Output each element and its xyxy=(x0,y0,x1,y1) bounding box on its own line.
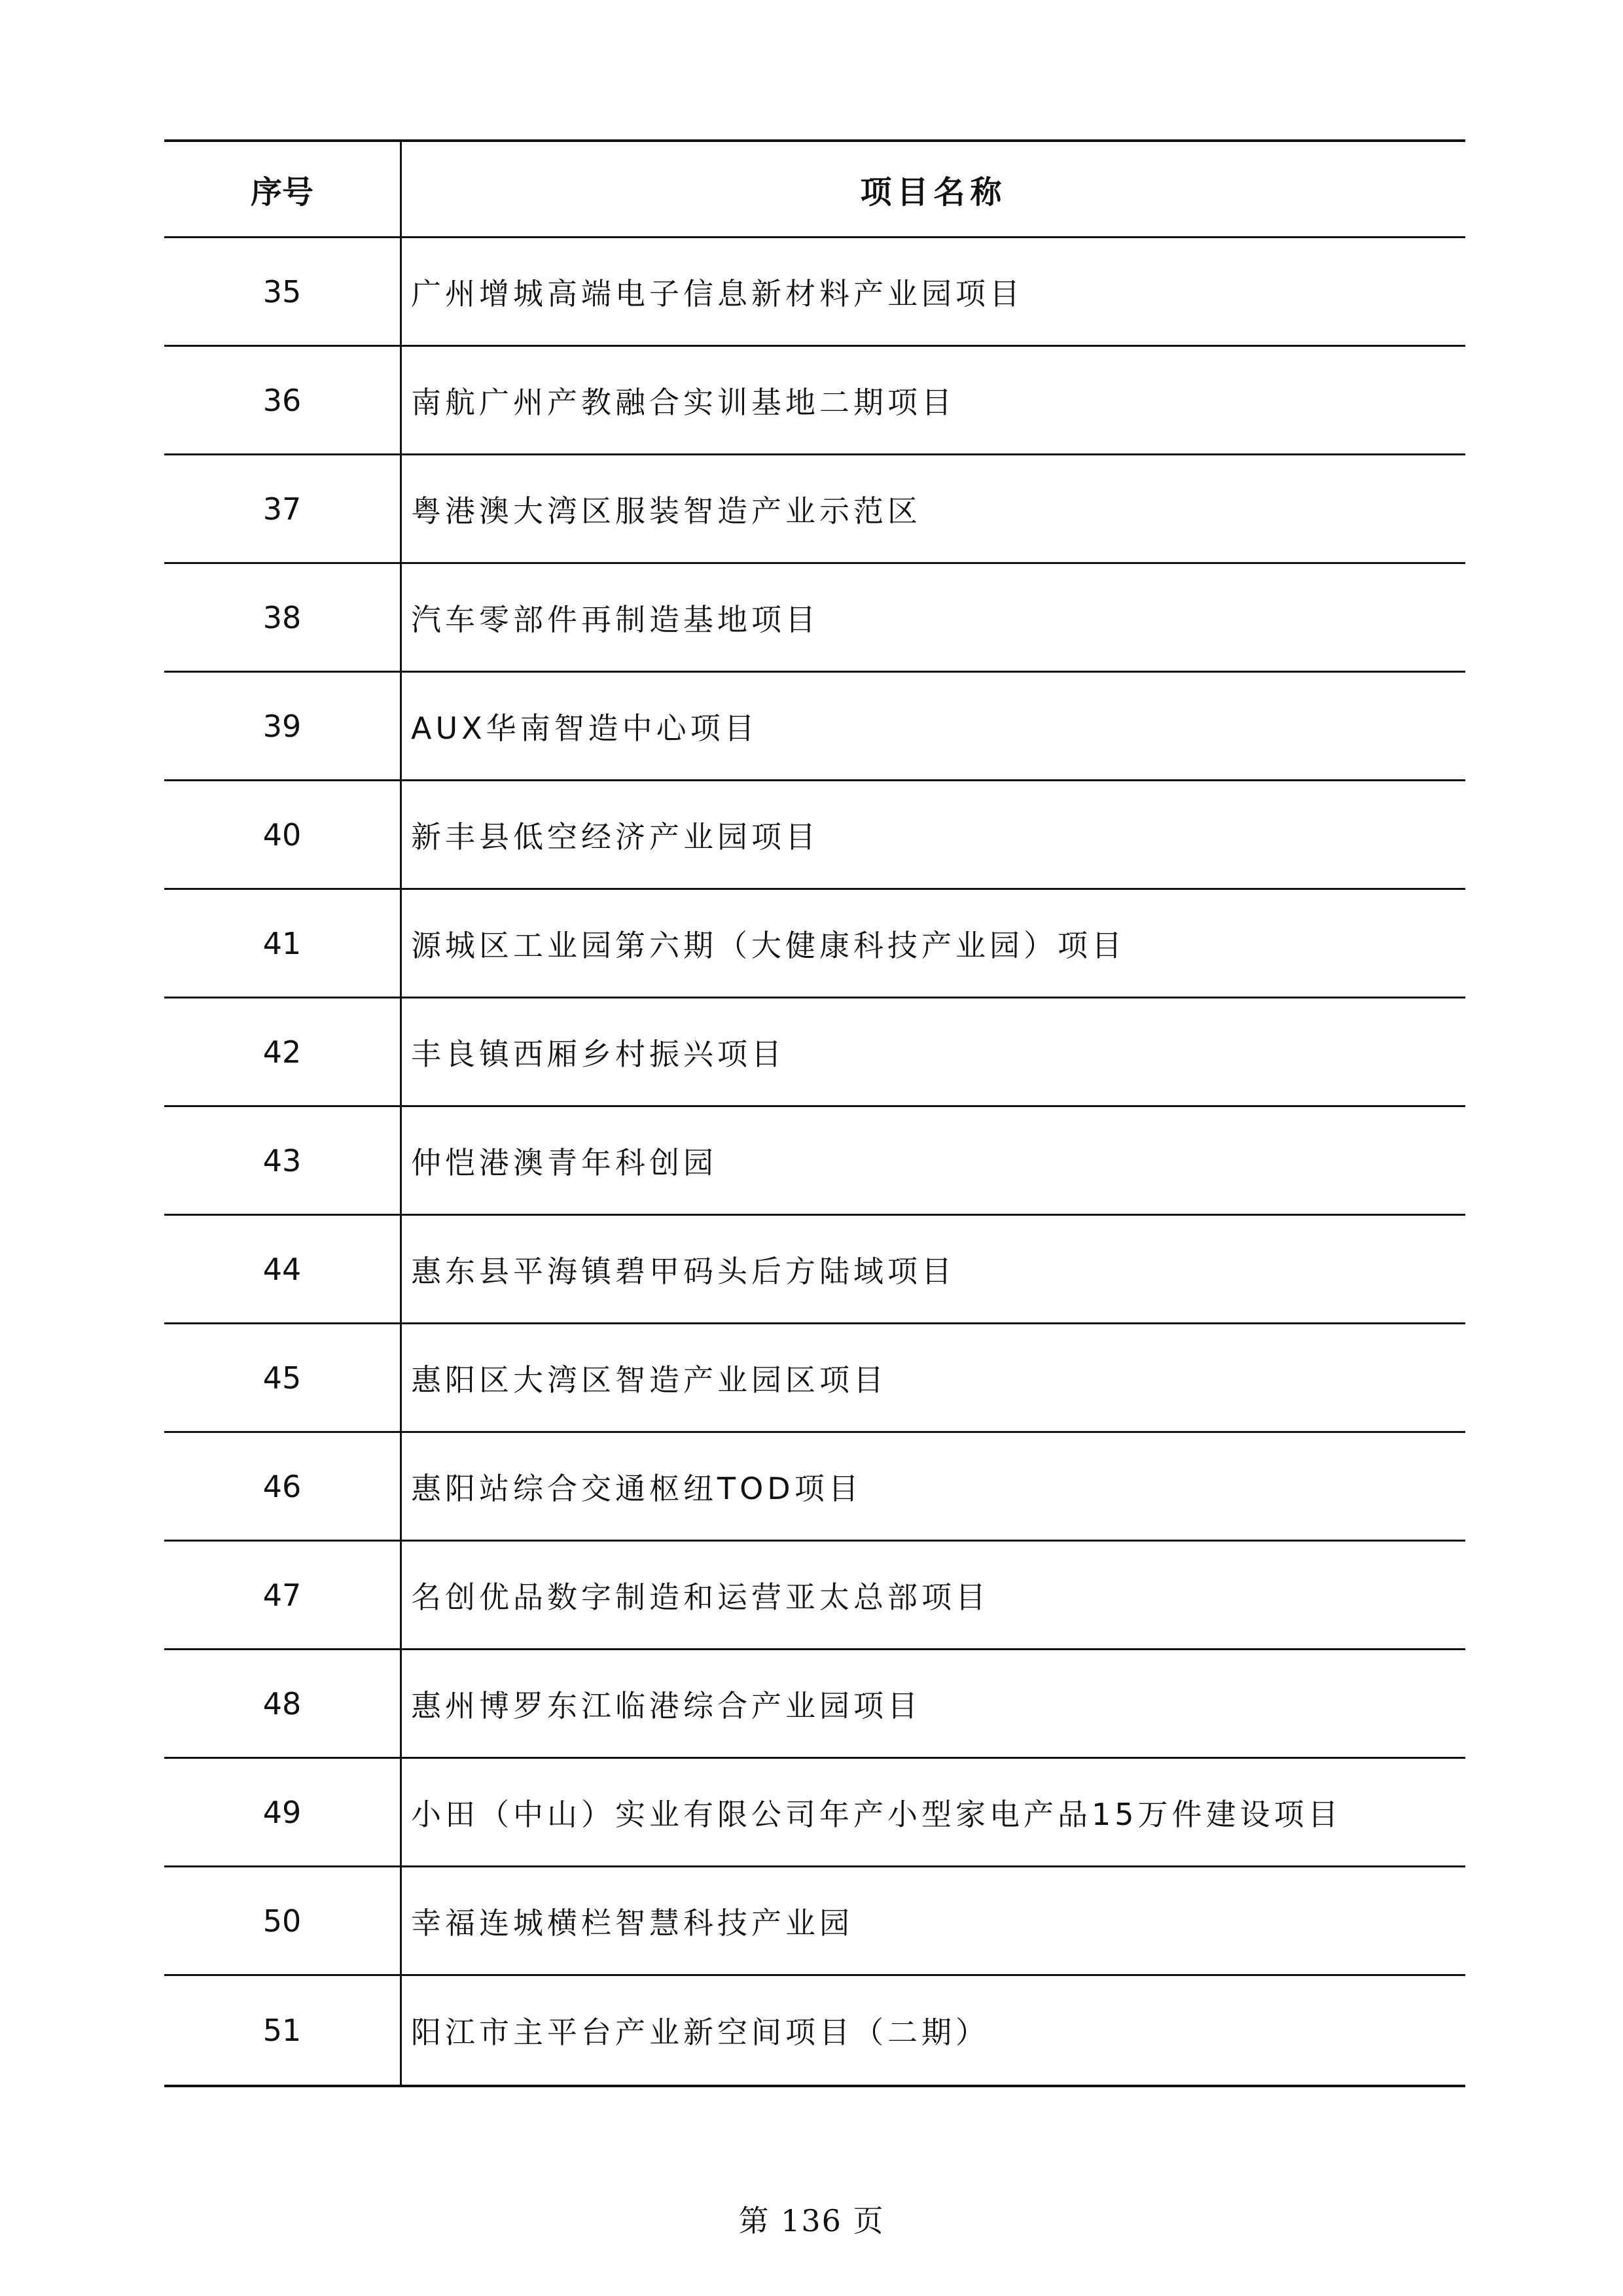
row-project-name: 惠州博罗东江临港综合产业园项目 xyxy=(411,1687,921,1723)
table-row xyxy=(164,1867,1465,1976)
row-project-name: 丰良镇西厢乡村振兴项目 xyxy=(411,1036,785,1072)
table-row xyxy=(164,1759,1465,1867)
header-project-name: 项目名称 xyxy=(860,173,1007,211)
table-row xyxy=(164,890,1465,998)
row-serial-number: 40 xyxy=(164,781,402,888)
row-serial-number: 37 xyxy=(164,455,402,562)
table-row xyxy=(164,238,1465,347)
table-row xyxy=(164,1107,1465,1216)
table-row xyxy=(164,998,1465,1107)
table-row xyxy=(164,1433,1465,1542)
table-row xyxy=(164,1542,1465,1650)
row-serial-number: 49 xyxy=(164,1759,402,1865)
row-serial-number: 45 xyxy=(164,1324,402,1431)
row-project-name: 广州增城高端电子信息新材料产业园项目 xyxy=(411,275,1024,311)
table-row xyxy=(164,455,1465,564)
table-row xyxy=(164,1216,1465,1324)
table-row xyxy=(164,673,1465,781)
row-serial-number: 46 xyxy=(164,1433,402,1540)
row-serial-number: 35 xyxy=(164,238,402,345)
row-project-name: 阳江市主平台产业新空间项目（二期） xyxy=(411,2015,990,2050)
row-project-name: 源城区工业园第六期（大健康科技产业园）项目 xyxy=(411,927,1126,963)
row-serial-number: 51 xyxy=(164,1976,402,2085)
row-project-name: 汽车零部件再制造基地项目 xyxy=(411,601,819,637)
row-project-name: 幸福连城横栏智慧科技产业园 xyxy=(411,1905,853,1941)
row-serial-number: 36 xyxy=(164,347,402,453)
table-header-row xyxy=(164,142,1465,238)
row-project-name: 仲恺港澳青年科创园 xyxy=(411,1144,717,1180)
row-serial-number: 50 xyxy=(164,1867,402,1974)
table-row xyxy=(164,347,1465,455)
table-row xyxy=(164,564,1465,673)
row-project-name: 惠东县平海镇碧甲码头后方陆域项目 xyxy=(411,1253,955,1289)
row-project-name: 新丰县低空经济产业园项目 xyxy=(411,819,819,855)
row-serial-number: 39 xyxy=(164,673,402,779)
row-project-name: 粤港澳大湾区服装智造产业示范区 xyxy=(411,493,921,529)
table-row xyxy=(164,1650,1465,1759)
row-project-name: 惠阳站综合交通枢纽TOD项目 xyxy=(411,1470,863,1506)
row-project-name: 小田（中山）实业有限公司年产小型家电产品15万件建设项目 xyxy=(411,1796,1342,1832)
header-serial-number: 序号 xyxy=(164,142,402,236)
row-serial-number: 47 xyxy=(164,1542,402,1648)
row-project-name: 南航广州产教融合实训基地二期项目 xyxy=(411,384,955,420)
row-project-name: AUX华南智造中心项目 xyxy=(411,710,758,746)
row-project-name: 名创优品数字制造和运营亚太总部项目 xyxy=(411,1579,990,1615)
row-serial-number: 48 xyxy=(164,1650,402,1757)
row-project-name: 惠阳区大湾区智造产业园区项目 xyxy=(411,1362,887,1398)
table-row xyxy=(164,1324,1465,1433)
row-serial-number: 44 xyxy=(164,1216,402,1322)
table-body xyxy=(164,238,1465,2085)
row-serial-number: 43 xyxy=(164,1107,402,1214)
row-serial-number: 38 xyxy=(164,564,402,671)
row-serial-number: 41 xyxy=(164,890,402,997)
row-serial-number: 42 xyxy=(164,998,402,1105)
project-table xyxy=(164,139,1465,2087)
table-row xyxy=(164,781,1465,890)
page-number: 第 136 页 xyxy=(738,2203,885,2238)
table-row xyxy=(164,1976,1465,2085)
